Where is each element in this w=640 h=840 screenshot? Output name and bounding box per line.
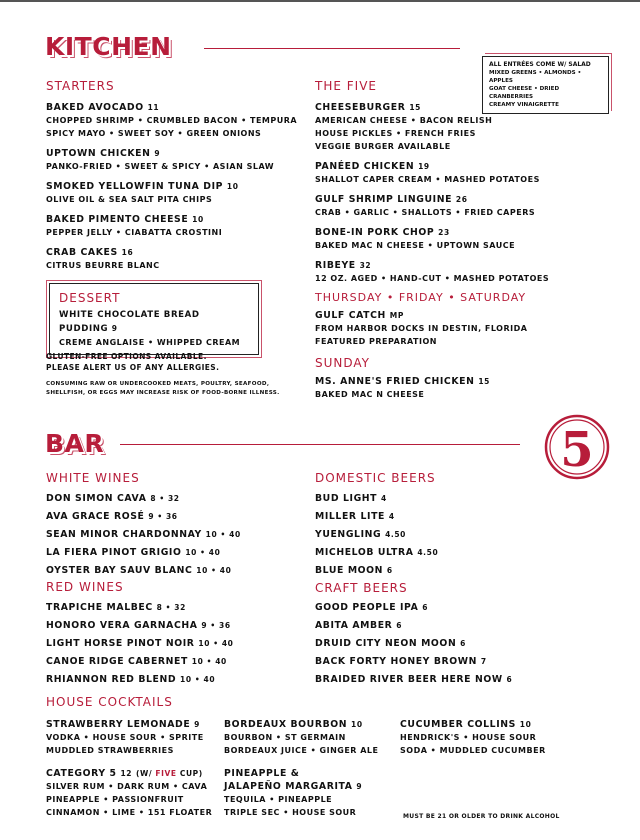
section-heading: THE FIVE xyxy=(315,79,377,93)
item-name: SMOKED YELLOWFIN TUNA DIP xyxy=(46,181,224,192)
item-price: 11 xyxy=(147,103,160,112)
menu-item xyxy=(315,160,585,186)
item-name: ABITA AMBER xyxy=(315,620,393,631)
item-name: CUCUMBER COLLINS xyxy=(400,719,516,730)
wine-item xyxy=(46,544,241,562)
item-note: CUP) xyxy=(176,769,203,778)
domestic-beers-section xyxy=(315,471,438,580)
warning-line: CONSUMING RAW OR UNDERCOOKED MEATS, POULTRY, SEAFOOD, xyxy=(46,381,270,387)
item-desc: MUDDLED STRAWBERRIES xyxy=(46,746,174,755)
item-desc: 12 OZ. AGED • HAND-CUT • MASHED POTATOES xyxy=(315,274,550,283)
allergy-note-line: GLUTEN-FREE OPTIONS AVAILABLE. xyxy=(46,352,207,361)
item-desc: TRIPLE SEC • HOUSE SOUR xyxy=(224,808,357,817)
item-price: 9 xyxy=(194,720,200,729)
item-desc: BAKED MAC N CHEESE xyxy=(315,390,425,399)
item-name: MS. ANNE'S FRIED CHICKEN xyxy=(315,376,475,387)
svg-text:5: 5 xyxy=(560,422,594,478)
menu-item xyxy=(46,246,301,272)
item-desc: PANKO-FRIED • SWEET & SPICY • ASIAN SLAW xyxy=(46,162,275,171)
item-price: 9 xyxy=(356,782,363,791)
item-price: 19 xyxy=(418,162,430,171)
salad-note-line: CREAMY VINAIGRETTE xyxy=(489,102,559,108)
item-name: BACK FORTY HONEY BROWN xyxy=(315,656,478,667)
item-desc: HENDRICK'S • HOUSE SOUR xyxy=(400,733,537,742)
item-price: 15 xyxy=(478,377,490,386)
item-price: 6 xyxy=(386,566,393,575)
item-desc: SODA • MUDDLED CUCUMBER xyxy=(400,746,546,755)
weekend-section xyxy=(315,291,595,348)
item-price: 8 • 32 xyxy=(156,603,186,612)
salad-note-line: ALL ENTRÉES COME W/ SALAD xyxy=(489,61,591,68)
starters-section xyxy=(46,79,301,279)
warning-line: SHELLFISH, OR EGGS MAY INCREASE RISK OF FOOD-BORNE ILLNESS. xyxy=(46,390,280,396)
cocktail-item xyxy=(400,718,600,757)
item-name: WHITE CHOCOLATE BREAD PUDDING xyxy=(59,310,200,334)
item-price: 26 xyxy=(455,195,468,204)
item-name: PANÉED CHICKEN xyxy=(315,161,415,172)
item-name: YUENGLING xyxy=(315,529,382,540)
item-desc: VODKA • HOUSE SOUR • SPRITE xyxy=(46,733,204,742)
section-heading: RED WINES xyxy=(46,580,124,594)
item-name: UPTOWN CHICKEN xyxy=(46,148,151,159)
item-price: MP xyxy=(389,311,404,320)
kitchen-divider xyxy=(204,48,460,49)
cocktail-item xyxy=(224,718,399,757)
bar-title: BAR xyxy=(45,429,105,458)
item-desc: SHALLOT CAPER CREAM • MASHED POTATOES xyxy=(315,175,540,184)
section-heading: DOMESTIC BEERS xyxy=(315,471,436,485)
section-heading: CRAFT BEERS xyxy=(315,581,408,595)
cocktail-item xyxy=(224,767,399,819)
item-name: DON SIMON CAVA xyxy=(46,493,147,504)
consumption-warning xyxy=(46,380,280,398)
item-desc: BORDEAUX JUICE • GINGER ALE xyxy=(224,746,379,755)
item-price: 10 xyxy=(519,720,532,729)
wine-item xyxy=(46,490,241,508)
beer-item xyxy=(315,544,438,562)
allergy-note xyxy=(46,351,219,373)
item-name: BUD LIGHT xyxy=(315,493,378,504)
item-desc: CHOPPED SHRIMP • CRUMBLED BACON • TEMPURA xyxy=(46,116,298,125)
item-desc: PINEAPPLE • PASSIONFRUIT xyxy=(46,795,184,804)
item-price: 10 • 40 xyxy=(205,530,241,539)
item-name: LIGHT HORSE PINOT NOIR xyxy=(46,638,195,649)
cocktail-item xyxy=(46,718,221,757)
item-desc: SILVER RUM • DARK RUM • CAVA xyxy=(46,782,208,791)
wine-item xyxy=(46,508,241,526)
item-name: GOOD PEOPLE IPA xyxy=(315,602,419,613)
item-price: 4 xyxy=(380,494,387,503)
item-name: HONORO VERA GARNACHA xyxy=(46,620,198,631)
item-name: OYSTER BAY SAUV BLANC xyxy=(46,565,193,576)
menu-item xyxy=(46,101,301,140)
item-desc: AMERICAN CHEESE • BACON RELISH xyxy=(315,116,493,125)
item-name: TRAPICHE MALBEC xyxy=(46,602,153,613)
wine-item xyxy=(46,671,233,689)
wine-item xyxy=(46,653,233,671)
beer-item xyxy=(315,599,512,617)
item-name: BORDEAUX BOURBON xyxy=(224,719,348,730)
item-price: 4.50 xyxy=(417,548,439,557)
item-desc: FEATURED PREPARATION xyxy=(315,337,437,346)
item-price: 4.50 xyxy=(385,530,406,539)
item-price: 12 xyxy=(120,769,133,778)
wine-item xyxy=(46,526,241,544)
item-name: JALAPEÑO MARGARITA xyxy=(224,781,353,792)
item-price: 10 • 40 xyxy=(180,675,216,684)
item-price: 7 xyxy=(480,657,487,666)
item-price: 10 • 40 xyxy=(185,548,221,557)
item-desc: HOUSE PICKLES • FRENCH FRIES xyxy=(315,129,476,138)
section-heading: STARTERS xyxy=(46,79,115,93)
beer-item xyxy=(315,508,438,526)
item-name: MILLER LITE xyxy=(315,511,385,522)
menu-item xyxy=(315,193,585,219)
item-price: 10 xyxy=(192,215,204,224)
item-desc: BOURBON • ST GERMAIN xyxy=(224,733,346,742)
item-name: CRAB CAKES xyxy=(46,247,118,258)
item-name: PINEAPPLE & xyxy=(224,768,300,779)
item-name: BAKED PIMENTO CHEESE xyxy=(46,214,189,225)
item-price: 32 xyxy=(359,261,372,270)
item-price: 10 xyxy=(351,720,363,729)
kitchen-title: KITCHEN xyxy=(45,32,172,61)
item-price: 4 xyxy=(388,512,395,521)
craft-beers-section xyxy=(315,581,512,689)
beer-item xyxy=(315,635,512,653)
item-name: BLUE MOON xyxy=(315,565,384,576)
menu-item xyxy=(46,213,301,239)
menu-item xyxy=(315,101,585,153)
item-desc: CRAB • GARLIC • SHALLOTS • FRIED CAPERS xyxy=(315,208,536,217)
bar-divider xyxy=(120,444,520,445)
beer-item xyxy=(315,490,438,508)
section-heading: THURSDAY • FRIDAY • SATURDAY xyxy=(315,291,527,304)
menu-item xyxy=(46,180,301,206)
item-price: 16 xyxy=(121,248,134,257)
item-price: 6 xyxy=(396,621,403,630)
item-name: DRUID CITY NEON MOON xyxy=(315,638,457,649)
item-name: BRAIDED RIVER BEER HERE NOW xyxy=(315,674,503,685)
cocktails-heading: HOUSE COCKTAILS xyxy=(46,695,173,709)
item-name: LA FIERA PINOT GRIGIO xyxy=(46,547,182,558)
item-price: 10 • 40 xyxy=(196,566,232,575)
wine-item xyxy=(46,617,233,635)
item-desc: SPICY MAYO • SWEET SOY • GREEN ONIONS xyxy=(46,129,262,138)
item-desc: VEGGIE BURGER AVAILABLE xyxy=(315,142,451,151)
item-desc: BAKED MAC N CHEESE • UPTOWN SAUCE xyxy=(315,241,516,250)
item-name: STRAWBERRY LEMONADE xyxy=(46,719,191,730)
item-price: 8 • 32 xyxy=(150,494,180,503)
item-name: CANOE RIDGE CABERNET xyxy=(46,656,188,667)
item-name: BAKED AVOCADO xyxy=(46,102,144,113)
beer-item xyxy=(315,526,438,544)
beer-item xyxy=(315,562,438,580)
item-desc: CINNAMON • LIME • 151 FLOATER xyxy=(46,808,213,817)
logo-5-icon xyxy=(544,414,610,480)
cocktail-item xyxy=(46,767,221,819)
red-wines-section xyxy=(46,580,233,689)
item-price: 6 xyxy=(460,639,466,648)
item-price: 10 • 40 xyxy=(198,639,234,648)
item-price: 9 xyxy=(111,324,118,333)
item-name: BONE-IN PORK CHOP xyxy=(315,227,435,238)
item-name: CHEESEBURGER xyxy=(315,102,406,113)
sunday-section xyxy=(315,356,595,401)
menu-item xyxy=(315,259,585,285)
the-five-section xyxy=(315,79,585,292)
section-heading: SUNDAY xyxy=(315,356,371,370)
age-notice: MUST BE 21 OR OLDER TO DRINK ALCOHOL xyxy=(403,813,560,820)
item-name: RIBEYE xyxy=(315,260,356,271)
dessert-box xyxy=(46,280,262,358)
item-price: 9 • 36 xyxy=(148,512,178,521)
item-name: SEAN MINOR CHARDONNAY xyxy=(46,529,202,540)
beer-item xyxy=(315,617,512,635)
section-heading: DESSERT xyxy=(59,291,121,305)
beer-item xyxy=(315,671,512,689)
item-desc: CREME ANGLAISE • WHIPPED CREAM xyxy=(59,338,241,347)
item-price: 6 xyxy=(506,675,513,684)
allergy-note-line: PLEASE ALERT US OF ANY ALLERGIES. xyxy=(46,363,220,372)
salad-note-line: GOAT CHEESE • DRIED CRANBERRIES xyxy=(489,86,560,100)
item-desc: TEQUILA • PINEAPPLE xyxy=(224,795,333,804)
white-wines-section xyxy=(46,471,241,580)
item-price: 10 • 40 xyxy=(191,657,227,666)
wine-item xyxy=(46,562,241,580)
item-price: 15 xyxy=(409,103,421,112)
menu-item xyxy=(315,226,585,252)
item-desc: PEPPER JELLY • CIABATTA CROSTINI xyxy=(46,228,223,237)
item-name: CATEGORY 5 xyxy=(46,768,117,779)
salad-note-line: MIXED GREENS • ALMONDS • APPLES xyxy=(489,70,582,84)
item-name: MICHELOB ULTRA xyxy=(315,547,414,558)
item-note: (W/ xyxy=(135,769,156,778)
item-name: GULF SHRIMP LINGUINE xyxy=(315,194,453,205)
beer-item xyxy=(315,653,512,671)
wine-item xyxy=(46,635,233,653)
item-price: 9 • 36 xyxy=(201,621,231,630)
item-name: GULF CATCH xyxy=(315,310,386,321)
item-desc: OLIVE OIL & SEA SALT PITA CHIPS xyxy=(46,195,213,204)
item-desc: FROM HARBOR DOCKS IN DESTIN, FLORIDA xyxy=(315,324,528,333)
menu-item xyxy=(46,147,301,173)
item-name: RHIANNON RED BLEND xyxy=(46,674,177,685)
item-name: AVA GRACE ROSÉ xyxy=(46,511,145,522)
item-price: 6 xyxy=(422,603,429,612)
item-price: 10 xyxy=(226,182,239,191)
item-price: 9 xyxy=(154,149,161,158)
wine-item xyxy=(46,599,233,617)
item-price: 23 xyxy=(438,228,450,237)
item-desc: CITRUS BEURRE BLANC xyxy=(46,261,160,270)
section-heading: WHITE WINES xyxy=(46,471,140,485)
item-note-highlight: FIVE xyxy=(155,769,177,778)
